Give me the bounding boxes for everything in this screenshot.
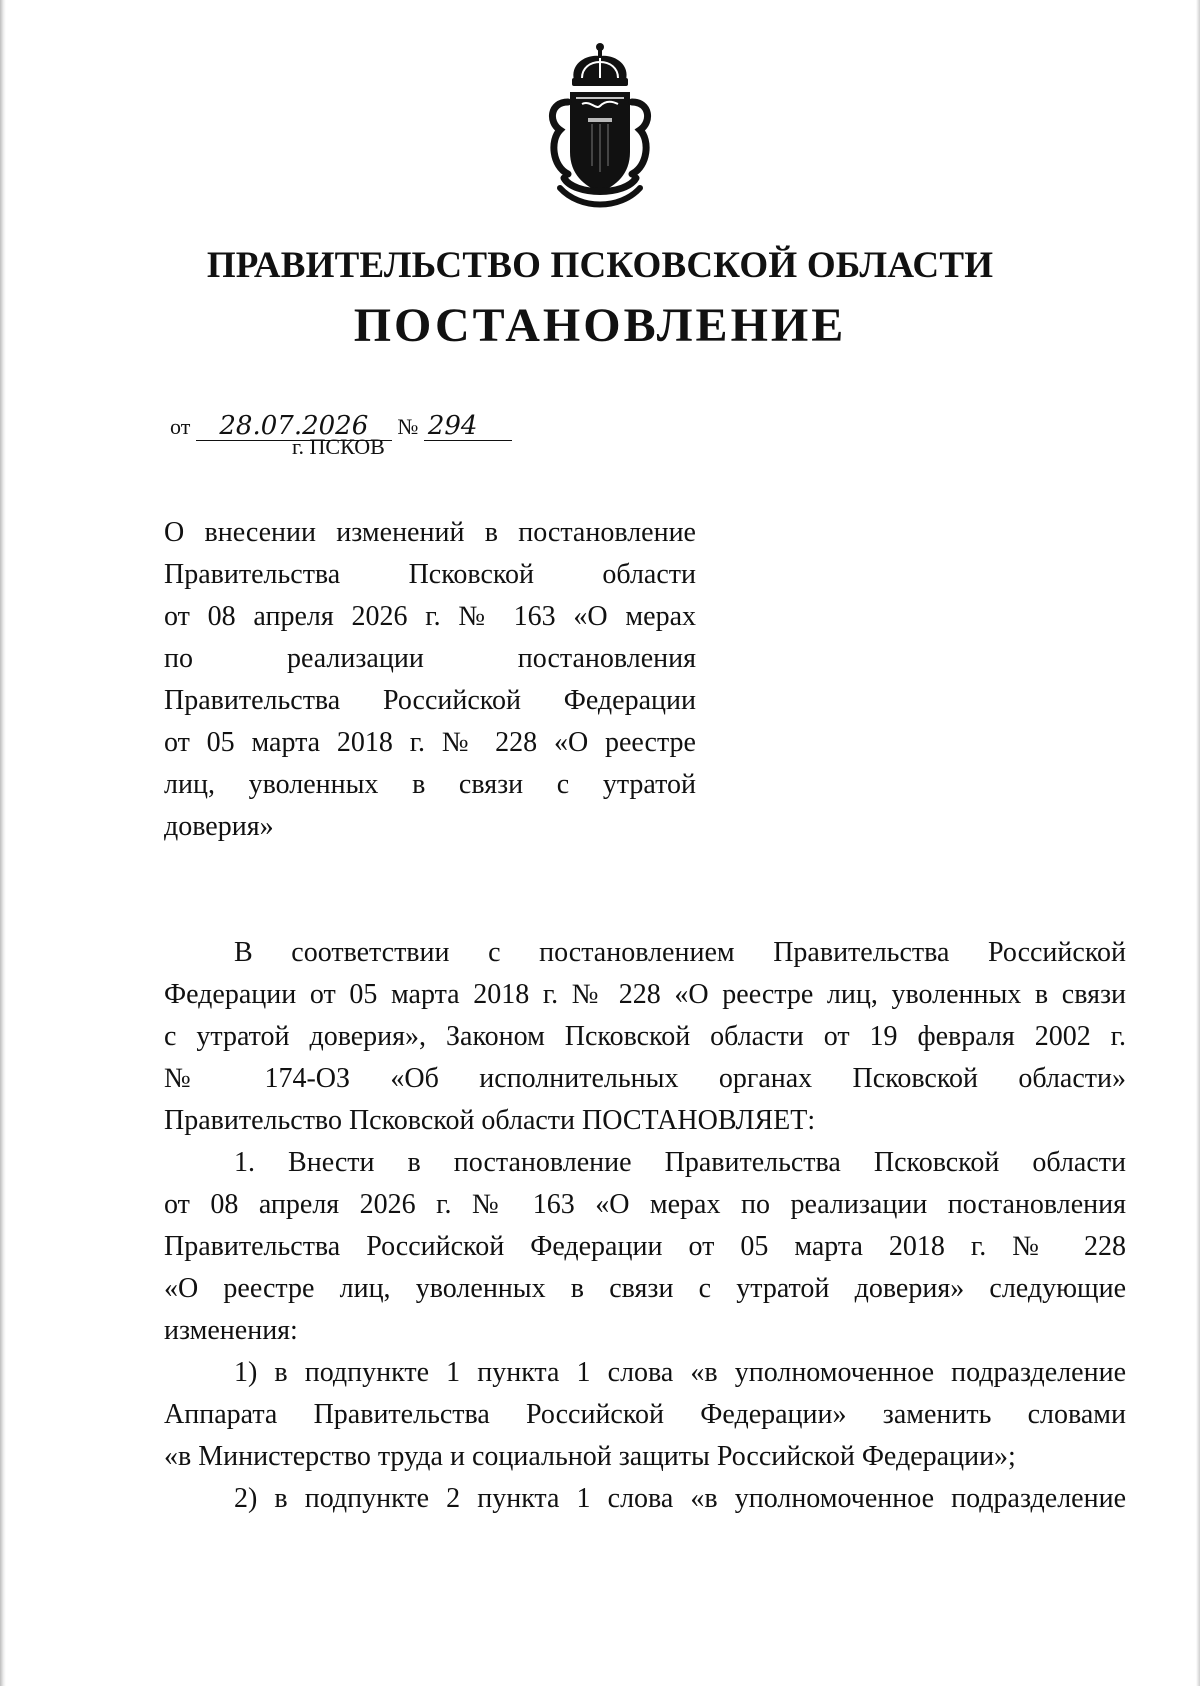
subject-line: от 05 марта 2018 г. № 228 «О реестре	[164, 727, 696, 758]
body-line: «в Министерство труда и социальной защиты Российской Федерации»;	[164, 1441, 1016, 1472]
body-line: Правительство Псковской области ПОСТАНОВЛЯЕТ:	[164, 1105, 816, 1136]
body-line: 1. Внести в постановление Правительства Псковской области	[234, 1147, 1126, 1178]
document-type-title: ПОСТАНОВЛЕНИЕ	[353, 299, 847, 352]
body-line: Федерации от 05 марта 2018 г. № 228 «О реестре лиц, уволенных в связи	[164, 979, 1126, 1010]
subject-line: лиц, уволенных в связи с утратой	[164, 769, 696, 800]
organization-title: ПРАВИТЕЛЬСТВО ПСКОВСКОЙ ОБЛАСТИ	[206, 245, 994, 286]
subject-line: О внесении изменений в постановление	[164, 517, 696, 548]
subject-line: Правительства Псковской области	[164, 559, 696, 590]
coat-of-arms-icon	[530, 40, 670, 210]
body-line: «О реестре лиц, уволенных в связи с утратой доверия» следующие	[164, 1273, 1126, 1304]
body-line: В соответствии с постановлением Правительства Российской	[234, 937, 1126, 968]
body-line: от 08 апреля 2026 г. № 163 «О мерах по реализации постановления	[164, 1189, 1126, 1220]
document-number: 294	[424, 412, 512, 441]
subject-line: от 08 апреля 2026 г. № 163 «О мерах	[164, 601, 696, 632]
subject-line: по реализации постановления	[164, 643, 696, 674]
document-subject	[164, 512, 696, 848]
number-label: №	[397, 414, 419, 439]
body-line: Правительства Российской Федерации от 05 марта 2018 г. № 228	[164, 1231, 1126, 1262]
body-line: изменения:	[164, 1315, 298, 1346]
from-label: от	[170, 414, 191, 439]
document-body	[164, 932, 1126, 1520]
body-line: № 174-ОЗ «Об исполнительных органах Псковской области»	[164, 1063, 1126, 1094]
body-line: 2) в подпункте 2 пункта 1 слова «в уполномоченное подразделение	[234, 1483, 1126, 1514]
body-line: Аппарата Правительства Российской Федерации» заменить словами	[164, 1399, 1126, 1430]
body-line: 1) в подпункте 1 пункта 1 слова «в уполномоченное подразделение	[234, 1357, 1126, 1388]
subject-line: доверия»	[164, 811, 274, 842]
city-label: г. ПСКОВ	[292, 434, 385, 459]
document-date: 28.07.2026	[196, 412, 392, 441]
subject-line: Правительства Российской Федерации	[164, 685, 696, 716]
body-line: с утратой доверия», Законом Псковской области от 19 февраля 2002 г.	[164, 1021, 1126, 1052]
